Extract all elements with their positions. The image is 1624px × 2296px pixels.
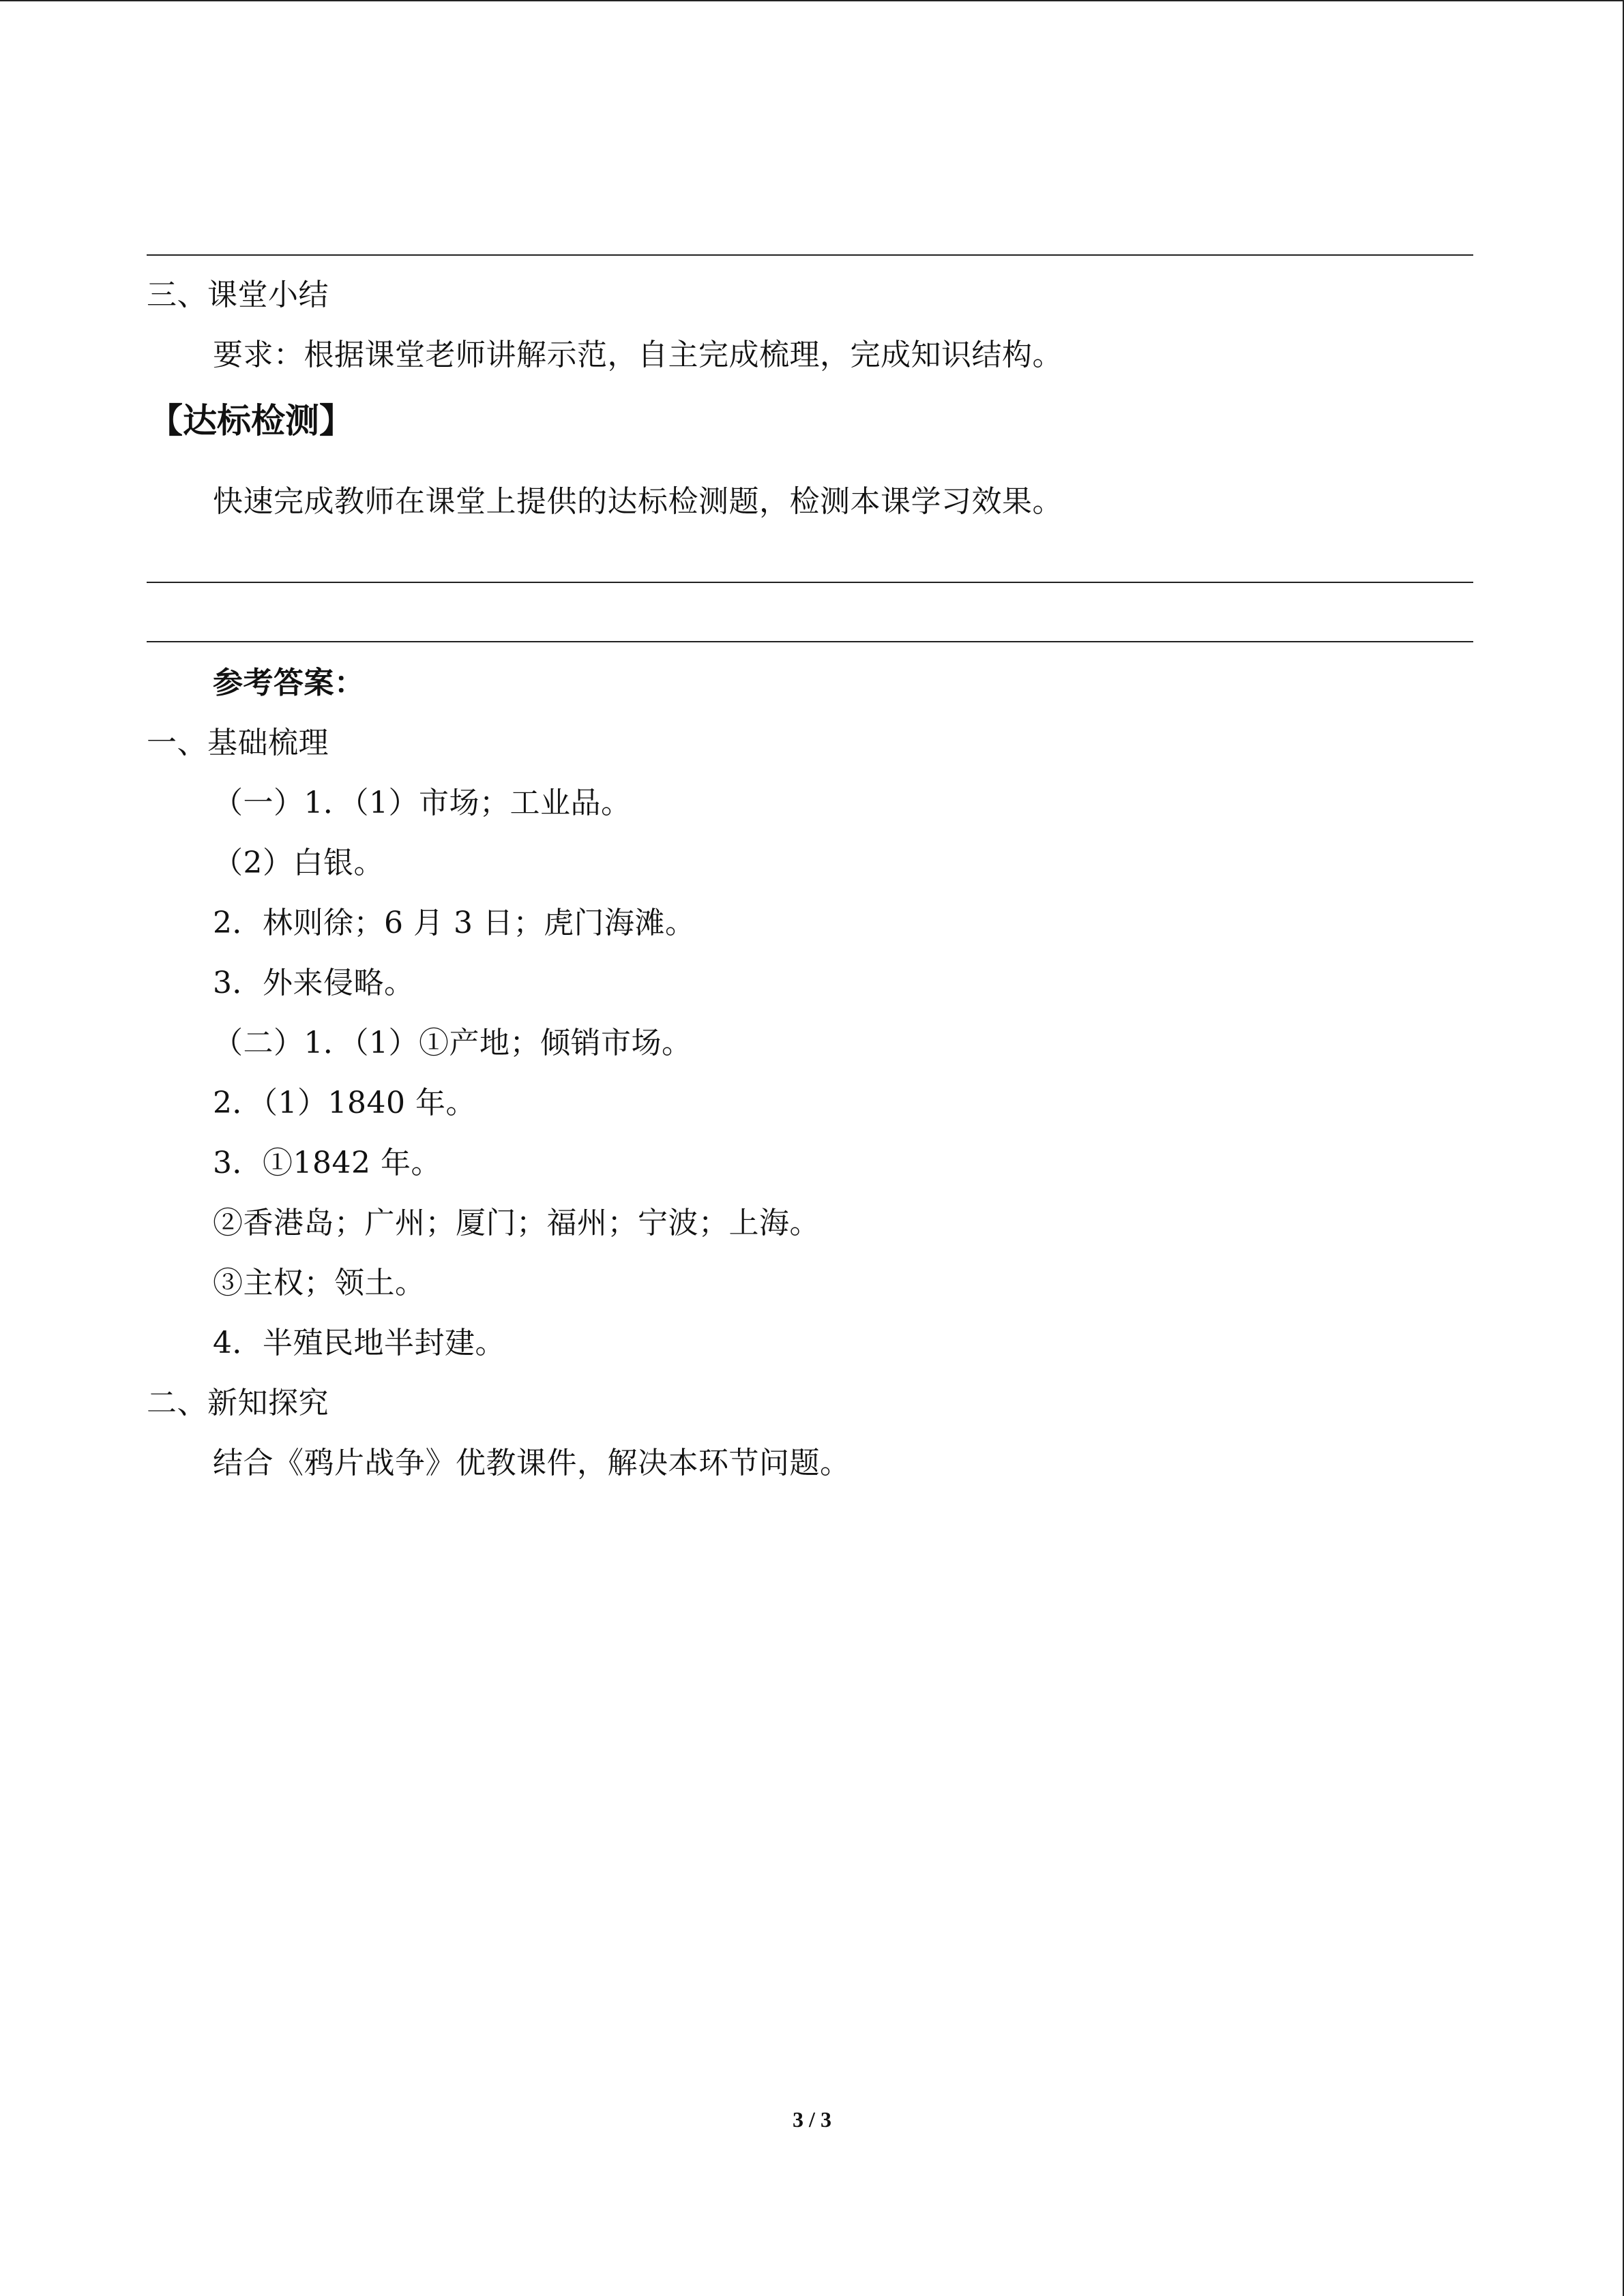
answer-line <box>147 582 1473 583</box>
page-number: 3 / 3 <box>793 2107 831 2132</box>
answer-item: 2．（1）1840 年。 <box>213 1086 476 1120</box>
answers-section2-title: 二、新知探究 <box>147 1386 329 1420</box>
answer-item: （二）1．（1）①产地；倾销市场。 <box>213 1026 692 1060</box>
answers-title: 参考答案： <box>213 666 365 700</box>
answer-line <box>147 254 1473 256</box>
answers-section2-line: 结合《鸦片战争》优教课件，解决本环节问题。 <box>213 1446 851 1480</box>
answer-item: （一）1．（1）市场；工业品。 <box>213 786 632 820</box>
test-heading: 【达标检测】 <box>149 401 353 441</box>
answer-item: 2．林则徐；6 月 3 日；虎门海滩。 <box>213 906 696 940</box>
answer-line <box>147 641 1473 642</box>
answers-section1-title: 一、基础梳理 <box>147 726 329 760</box>
summary-requirement: 要求：根据课堂老师讲解示范，自主完成梳理，完成知识结构。 <box>213 338 1063 372</box>
answer-item: 3．①1842 年。 <box>213 1146 441 1180</box>
answer-item: 3．外来侵略。 <box>213 966 415 1000</box>
test-instruction: 快速完成教师在课堂上提供的达标检测题，检测本课学习效果。 <box>213 484 1063 519</box>
section-title-summary: 三、课堂小结 <box>147 278 329 312</box>
answer-item: 4．半殖民地半封建。 <box>213 1326 505 1360</box>
answer-item: （2）白银。 <box>213 846 384 880</box>
answer-item: ③主权；领土。 <box>213 1266 426 1300</box>
answer-item: ②香港岛；广州；厦门；福州；宁波；上海。 <box>213 1206 820 1240</box>
